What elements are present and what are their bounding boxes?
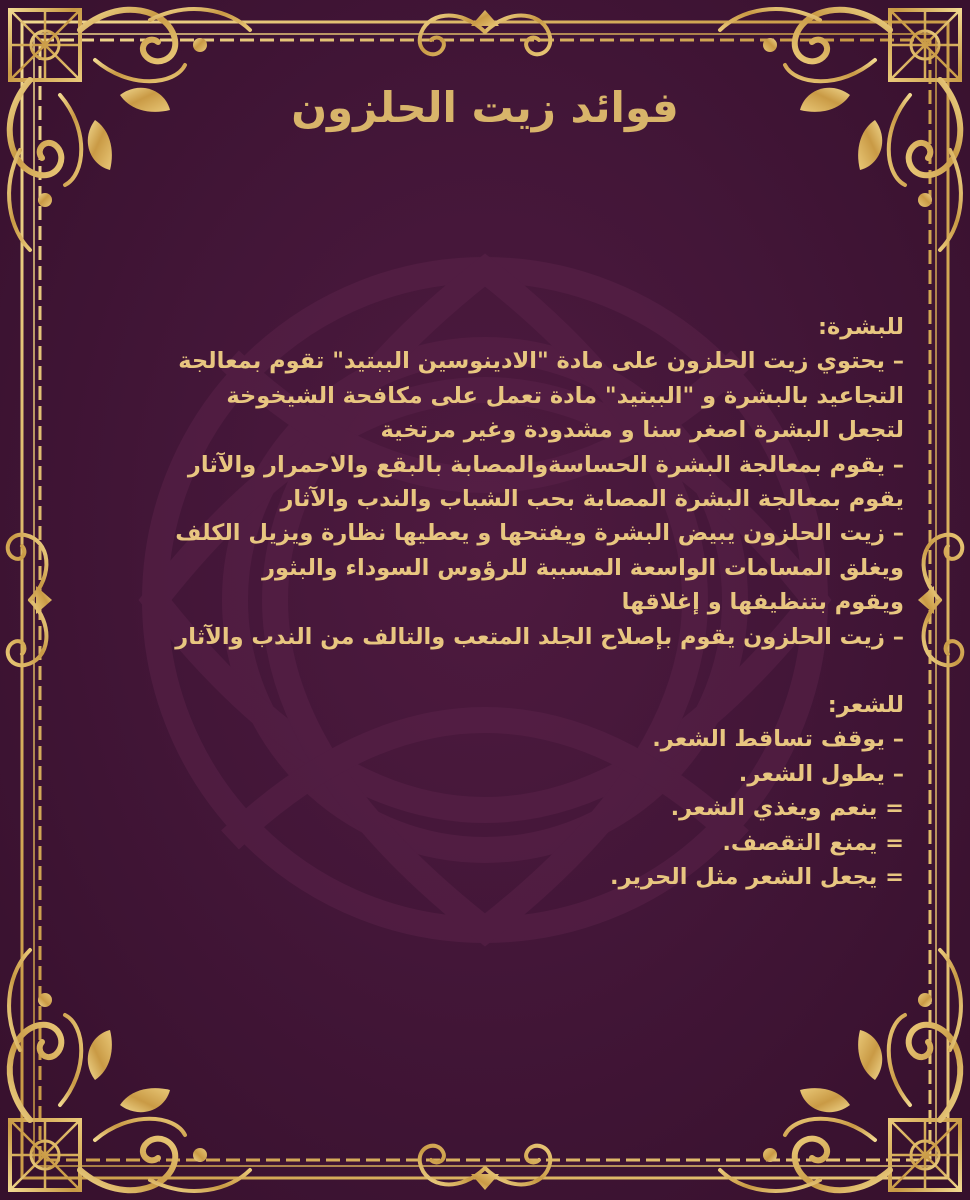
skin-heading: للبشرة: xyxy=(818,314,904,340)
skin-line: – زيت الحلزون يبيض البشرة ويفتحها و يعطيها نظارة ويزيل الكلف xyxy=(175,520,904,547)
skin-line: ويقوم بتنظيفها و إغلاقها xyxy=(621,589,904,616)
hair-line: – يطول الشعر. xyxy=(738,760,904,787)
page-title: فوائد زيت الحلزون xyxy=(291,83,679,132)
skin-line: التجاعيد بالبشرة و "الببتيد" مادة تعمل على مكافحة الشيخوخة xyxy=(226,382,904,409)
skin-line: ويغلق المسامات الواسعة المسببة للرؤوس السوداء والبثور xyxy=(262,554,904,581)
skin-line: يقوم بمعالجة البشرة المصابة بحب الشباب والندب والآثار xyxy=(280,486,904,513)
benefits-text xyxy=(54,310,904,895)
hair-line: = يمنع التقصف. xyxy=(722,829,904,856)
section-spacer xyxy=(54,654,904,688)
hair-line: – يوقف تساقط الشعر. xyxy=(652,726,904,753)
skin-line: – يقوم بمعالجة البشرة الحساسةوالمصابة بالبقع والاحمرار والآثار xyxy=(187,451,904,478)
hair-line: = يجعل الشعر مثل الحرير. xyxy=(610,864,904,891)
hair-heading: للشعر: xyxy=(827,692,904,719)
skin-line: لتجعل البشرة اصغر سنا و مشدودة وغير مرتخية xyxy=(380,417,904,444)
skin-line: – يحتوي زيت الحلزون على مادة "الادينوسين الببتيد" تقوم بمعالجة xyxy=(178,348,904,375)
hair-line: = ينعم ويغذي الشعر. xyxy=(670,795,904,822)
skin-line: – زيت الحلزون يقوم بإصلاح الجلد المتعب والتالف من الندب والآثار xyxy=(175,623,904,650)
